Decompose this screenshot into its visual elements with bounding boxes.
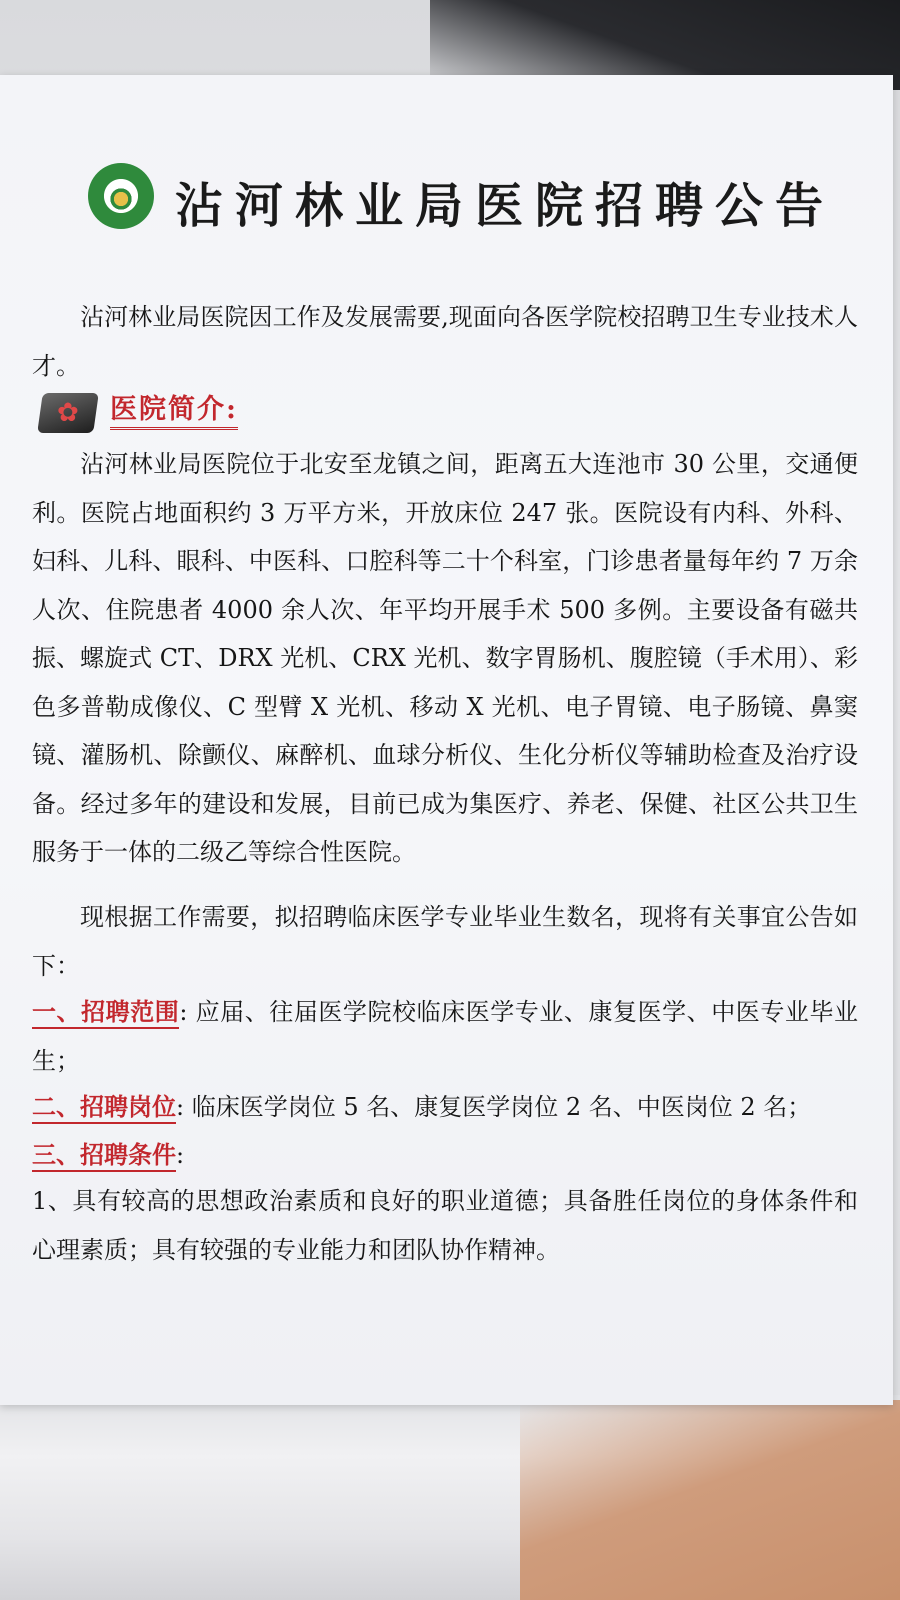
item-label: 二、招聘岗位 xyxy=(32,1092,176,1124)
item-text: : 应届、往届医学院校临床医学专业、康复医学、中医专业毕业生； xyxy=(32,998,858,1075)
item-recruit-scope xyxy=(32,988,858,1085)
page-title: 沾河林业局医院招聘公告 xyxy=(175,178,836,234)
item-label: 一、招聘范围 xyxy=(32,997,179,1029)
announcement-paragraph: 现根据工作需要，拟招聘临床医学专业毕业生数名，现将有关事宜公告如下： xyxy=(32,903,858,980)
section-heading-colon: : xyxy=(226,394,238,425)
section-heading xyxy=(110,393,238,430)
flower-badge-icon xyxy=(37,393,99,433)
hospital-emblem-icon xyxy=(88,163,154,229)
hospital-intro-paragraph: 沾河林业局医院位于北安至龙镇之间，距离五大连池市 30 公里，交通便利。医院占地面积约 3 万平方米，开放床位 247 张。医院设有内科、外科、妇科、儿科、眼科、中医科、口腔科等二十个科室，门诊患者量每年约 7 万余人次、住院患者 4000 余人次、年平均开展手术 500 多例。主要设备有磁共振、螺旋式 CT、DRX 光机、CRX 光机、数字胃肠机、腹腔镜（手术用）、彩色多普勒成像仪、C 型臂 X 光机、移动 X 光机、电子胃镜、电子肠镜、鼻窦镜、灌肠机、除颤仪、麻醉机、血球分析仪、生化分析仪等辅助检查及治疗设备。经过多年的建设和发展，目前已成为集医疗、养老、保健、社区公共卫生服务于一体的二级乙等综合性医院。 xyxy=(32,450,858,866)
item-label: 三、招聘条件 xyxy=(32,1140,176,1172)
intro-paragraph: 沾河林业局医院因工作及发展需要,现面向各医学院校招聘卫生专业技术人才。 xyxy=(32,303,858,380)
item-text: : 临床医学岗位 5 名、康复医学岗位 2 名、中医岗位 2 名； xyxy=(176,1093,812,1121)
emblem-center xyxy=(106,181,136,211)
section-heading-text: 医院简介 xyxy=(110,394,226,425)
condition-1-paragraph: 1、具有较高的思想政治素质和良好的职业道德；具备胜任岗位的身体条件和心理素质；具有较强的专业能力和团队协作精神。 xyxy=(32,1187,858,1264)
item-recruit-positions xyxy=(32,1083,858,1132)
item-recruit-conditions xyxy=(32,1131,858,1180)
flower-glyph: ✿ xyxy=(57,398,79,428)
item-text: : xyxy=(176,1141,185,1169)
background-wood xyxy=(520,1400,900,1600)
notice-paper xyxy=(0,75,893,1405)
